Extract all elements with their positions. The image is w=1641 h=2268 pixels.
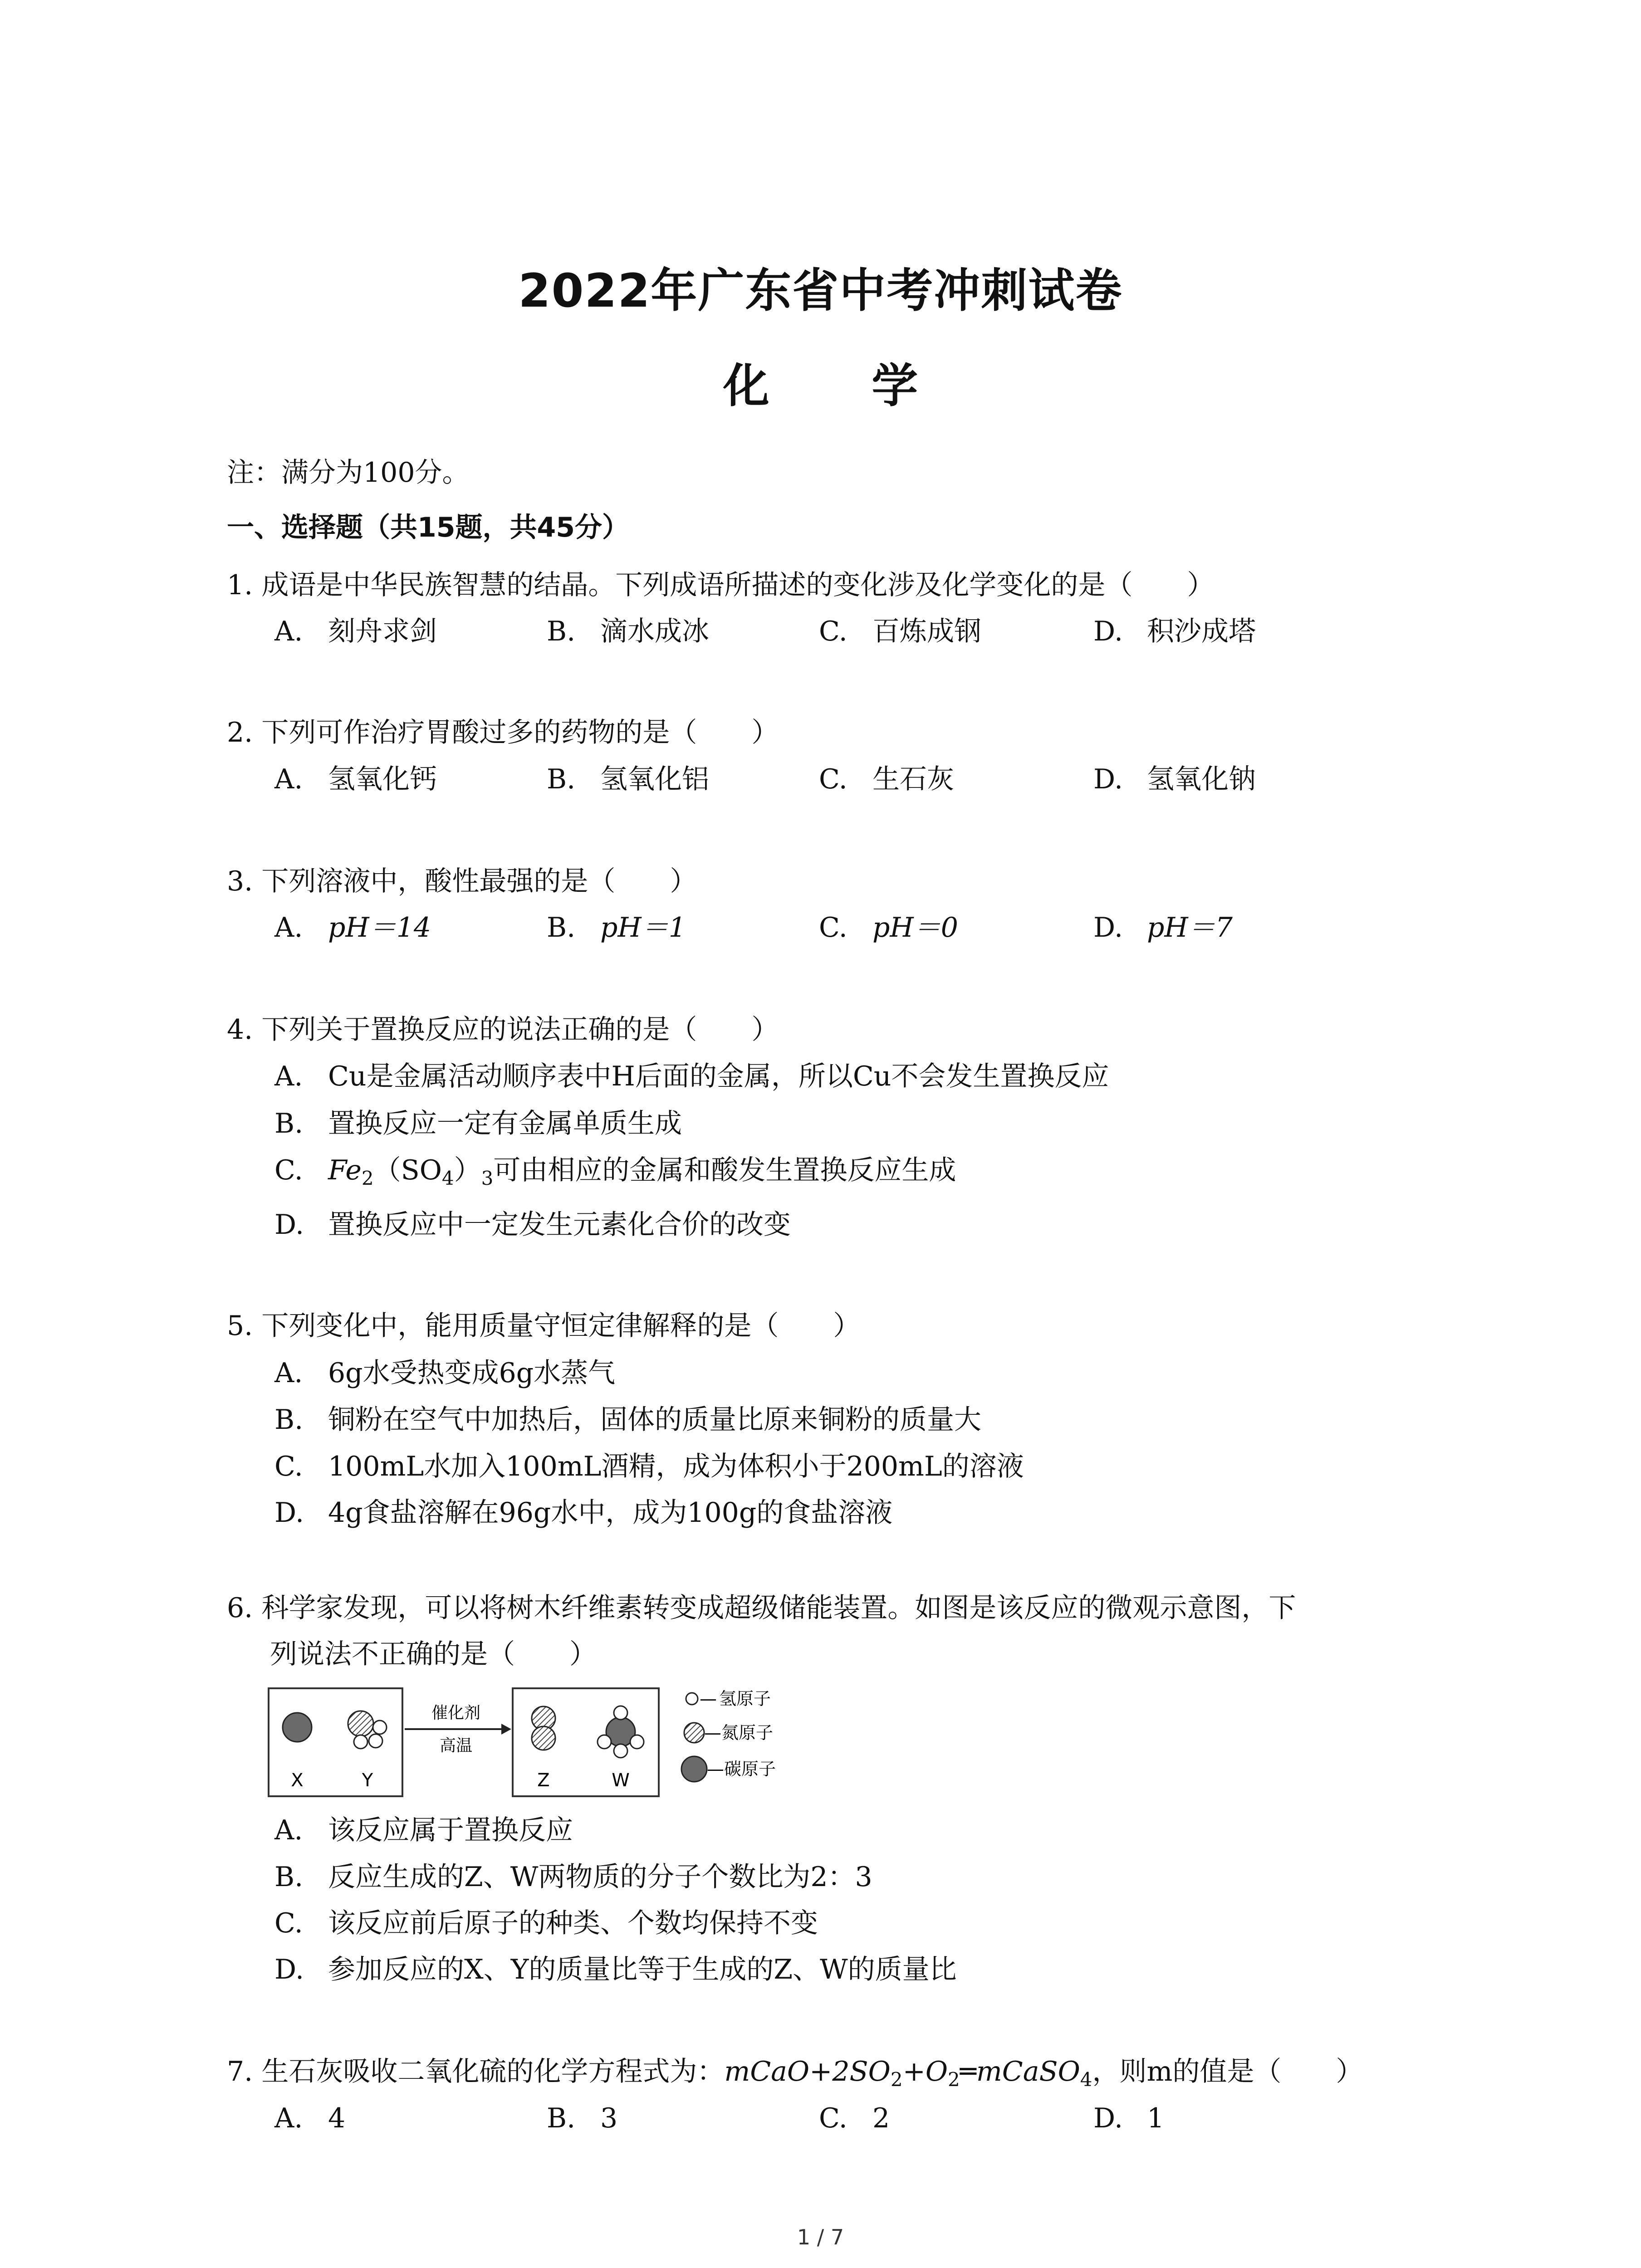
- hydrogen-atom-icon: [354, 1735, 367, 1749]
- legend-nitrogen-label: 氮原子: [721, 1723, 774, 1743]
- q1-option-d: D. 积沙成塔: [1093, 616, 1256, 647]
- q2-option-d: D. 氢氧化钠: [1093, 763, 1256, 795]
- q6-option-a: A. 该反应属于置换反应: [274, 1814, 573, 1846]
- q7-option-d: D. 1: [1093, 2102, 1165, 2134]
- label-x: X: [291, 1770, 304, 1791]
- carbon-atom-icon: [283, 1713, 312, 1742]
- exam-title: 2022年广东省中考冲刺试卷: [518, 264, 1123, 318]
- arrow-head-icon: [501, 1724, 511, 1735]
- hydrogen-atom-icon: [369, 1734, 382, 1748]
- q6-stem-line2: 列说法不正确的是（ ）: [270, 1638, 597, 1670]
- q3-stem: 3. 下列溶液中，酸性最强的是（ ）: [227, 865, 697, 897]
- q6-option-b: B. 反应生成的Z、W两物质的分子个数比为2：3: [274, 1861, 872, 1893]
- q5-option-c: C. 100mL水加入100mL酒精，成为体积小于200mL的溶液: [274, 1451, 1024, 1482]
- score-note: 注：满分为100分。: [227, 457, 470, 489]
- label-w: W: [612, 1770, 630, 1791]
- svg-text:—: —: [700, 1689, 717, 1709]
- q2-option-b: B. 氢氧化铝: [547, 763, 709, 795]
- q1-option-c: C. 百炼成钢: [819, 616, 981, 647]
- q4-option-b: B. 置换反应一定有金属单质生成: [274, 1108, 682, 1139]
- svg-text:—: —: [704, 1723, 721, 1743]
- legend-hydrogen-icon: [686, 1693, 698, 1705]
- q6-option-d: D. 参加反应的X、Y的质量比等于生成的Z、W的质量比: [274, 1954, 957, 1985]
- q4-stem: 4. 下列关于置换反应的说法正确的是（ ）: [227, 1014, 779, 1046]
- q4-option-a: A. Cu是金属活动顺序表中H后面的金属，所以Cu不会发生置换反应: [274, 1061, 1109, 1092]
- q2-stem: 2. 下列可作治疗胃酸过多的药物的是（ ）: [227, 717, 779, 748]
- legend-nitrogen-icon: [684, 1723, 704, 1743]
- nitrogen-atom-icon: [532, 1726, 555, 1750]
- q7-option-a: A. 4: [274, 2102, 346, 2134]
- q6-option-c: C. 该反应前后原子的种类、个数均保持不变: [274, 1907, 818, 1939]
- q3-option-c: C. pH＝0: [819, 912, 958, 943]
- q5-option-b: B. 铜粉在空气中加热后，固体的质量比原来铜粉的质量大: [274, 1404, 981, 1436]
- q1-stem: 1. 成语是中华民族智慧的结晶。下列成语所描述的变化涉及化学变化的是（ ）: [227, 569, 1215, 601]
- hydrogen-atom-icon: [598, 1735, 611, 1749]
- hydrogen-atom-icon: [614, 1706, 627, 1720]
- q3-option-d: D. pH＝7: [1093, 912, 1233, 943]
- q6-stem-line1: 6. 科学家发现，可以将树木纤维素转变成超级储能装置。如图是该反应的微观示意图，下: [227, 1592, 1296, 1624]
- q5-option-d: D. 4g食盐溶解在96g水中，成为100g的食盐溶液: [274, 1497, 893, 1529]
- q7-option-c: C. 2: [819, 2102, 890, 2134]
- q5-option-a: A. 6g水受热变成6g水蒸气: [274, 1357, 616, 1389]
- reaction-micro-diagram: [268, 1678, 839, 1810]
- q4-option-d: D. 置换反应中一定发生元素化合价的改变: [274, 1209, 791, 1241]
- q7-option-b: B. 3: [547, 2102, 618, 2134]
- q2-option-a: A. 氢氧化钙: [274, 763, 437, 795]
- svg-text:—: —: [707, 1759, 724, 1779]
- temperature-label: 高温: [439, 1736, 473, 1755]
- q7-stem: 7. 生石灰吸收二氧化硫的化学方程式为：$mCaO+2SO_2+O_2═mCaSO_4$，则m的值是（ ）: [227, 2056, 1363, 2091]
- subject-title: 化 学: [723, 359, 961, 413]
- label-y: Y: [362, 1770, 373, 1791]
- hydrogen-atom-icon: [373, 1721, 387, 1734]
- q1-option-b: B. 滴水成冰: [547, 616, 709, 647]
- hydrogen-atom-icon: [630, 1735, 644, 1749]
- hydrogen-atom-icon: [614, 1744, 627, 1758]
- q4-option-c: C. $Fe_2(SO_4)_3$可由相应的金属和酸发生置换反应生成: [274, 1154, 956, 1189]
- q3-option-a: A. pH＝14: [274, 912, 431, 943]
- section-heading: 一、选择题（共15题，共45分）: [227, 512, 629, 543]
- nitrogen-atom-icon: [348, 1711, 373, 1736]
- catalyst-label: 催化剂: [431, 1704, 481, 1722]
- legend-carbon-label: 碳原子: [724, 1759, 776, 1779]
- legend-carbon-icon: [681, 1756, 707, 1782]
- q2-option-c: C. 生石灰: [819, 763, 954, 795]
- page-number: 1 / 7: [797, 2225, 844, 2249]
- q1-option-a: A. 刻舟求剑: [274, 616, 437, 647]
- q5-stem: 5. 下列变化中，能用质量守恒定律解释的是（ ）: [227, 1310, 861, 1342]
- label-z: Z: [537, 1770, 550, 1791]
- legend-hydrogen-label: 氢原子: [719, 1689, 771, 1709]
- q3-option-b: B. pH＝1: [547, 912, 686, 943]
